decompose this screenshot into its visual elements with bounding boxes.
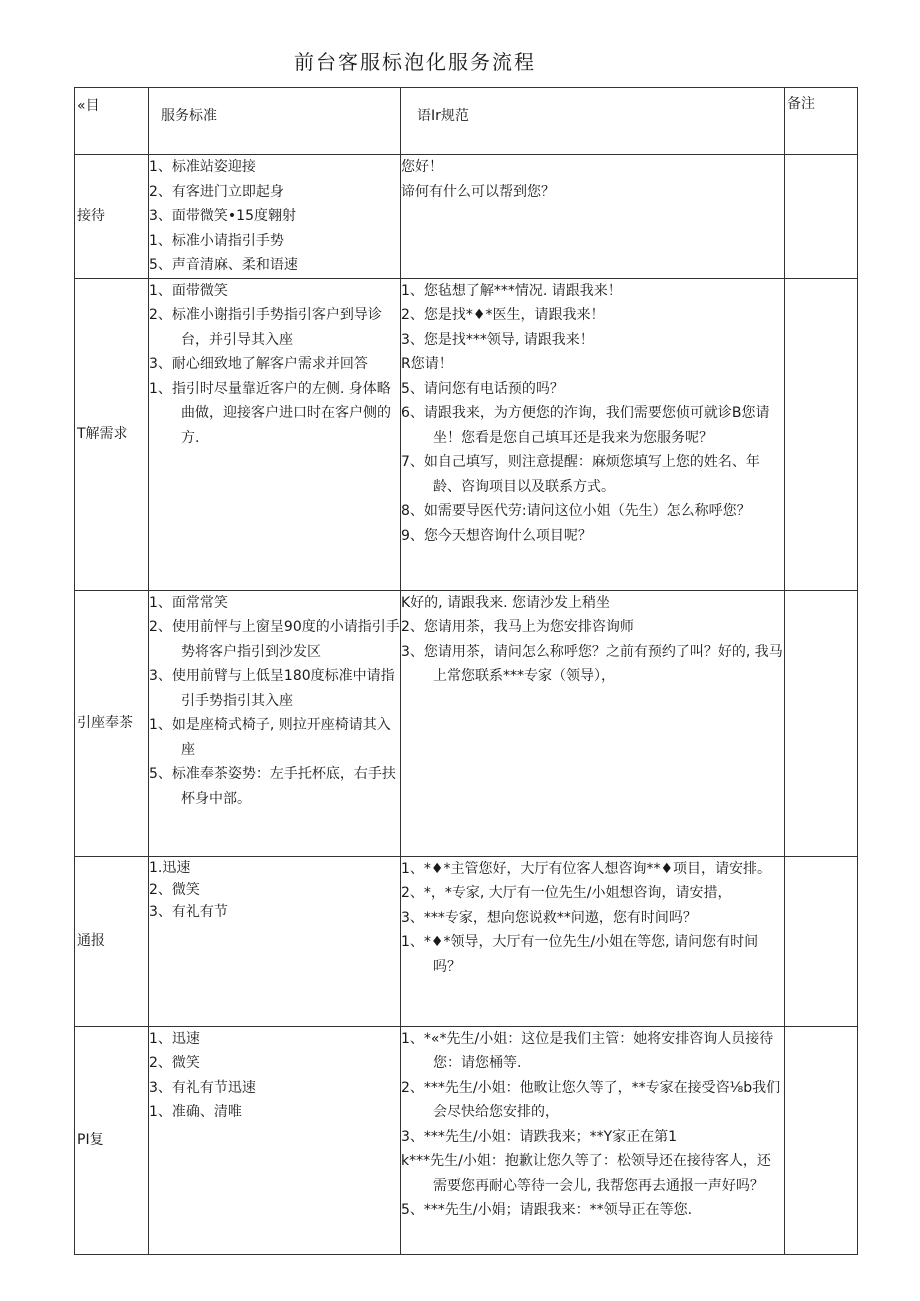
table-row — [75, 590, 858, 856]
standards-cell — [149, 278, 401, 590]
language-line: 谛何有什么可以帮到您？ — [401, 183, 555, 200]
standard-line: 3、有礼有节迅速 — [149, 1079, 256, 1096]
standard-line: 3、有礼有节 — [149, 903, 228, 920]
table-row — [75, 1026, 858, 1254]
language-cell — [401, 1026, 785, 1254]
standard-line: 1、面常常笑 — [149, 594, 228, 611]
standard-line: 2、微笑 — [149, 881, 200, 898]
language-line: 您好！ — [401, 159, 443, 175]
standards-cell — [149, 856, 401, 1026]
standard-line: 1、迅速 — [149, 1030, 200, 1047]
standards-cell — [149, 1026, 401, 1254]
standard-line: 5、声音清麻、柔和语速 — [149, 257, 298, 273]
standard-line: 1.迅速 — [149, 859, 191, 876]
language-line: 2、您是找*♦*医生，请跟我来！ — [401, 307, 605, 323]
standard-line: 2、微笑 — [149, 1055, 200, 1071]
language-cell — [401, 155, 785, 279]
language-line: R您请！ — [401, 356, 453, 372]
language-line: K好的, 请跟我来. 您请沙发上稍坐 — [401, 594, 610, 611]
language-line: 9、您今天想咨询什么项目呢？ — [401, 527, 592, 544]
row-item-label: 接待 — [75, 155, 149, 279]
note-cell — [785, 278, 858, 590]
language-line: 3、您请用茶，请问怎么称呼您？之前有预约了叫？好的, 我马上常您联系***专家（领导）， — [401, 643, 783, 684]
language-cell — [401, 590, 785, 856]
header-item: «目 — [75, 88, 149, 155]
language-cell — [401, 856, 785, 1026]
language-line: 3、***先生/小姐：请跌我来；**Y家正在第1 — [401, 1128, 678, 1145]
standard-line: 1、面带微笑 — [149, 282, 228, 299]
row-item-label: 引座奉茶 — [75, 590, 149, 856]
header-standard: 服务标准 — [149, 88, 401, 155]
document-title: 前台客服标泡化服务流程 — [294, 50, 536, 74]
note-cell — [785, 590, 858, 856]
language-line: 2、***先生/小姐：他畋让您久等了，**专家在接受咨⅛b我们会尽快给您安排的， — [401, 1079, 781, 1120]
language-line: 1、*♦*领导，大厅有一位先生/小姐在等您, 请问您有时间吗？ — [401, 934, 759, 975]
language-line: 5、***先生/小娟；请跟我来：**领导正在等您. — [401, 1202, 693, 1218]
standard-line: 2、有客进门立即起身 — [149, 183, 284, 200]
standard-line: 2、标准小谢指引手势指引客户到导诊台，并引导其入座 — [149, 307, 382, 348]
row-item-label: PI复 — [75, 1026, 149, 1254]
note-cell — [785, 856, 858, 1026]
language-line: 7、如自己填写，则注意提醒：麻烦您填写上您的姓名、年龄、咨询项目以及联系方式。 — [401, 454, 760, 495]
language-line: k***先生/小姐：抱歉让您久等了：松领导还在接待客人，还需要您再耐心等待一会儿, 我帮您再去通报一声好吗？ — [401, 1153, 771, 1194]
language-line: 6、请跟我来，为方便您的泎询，我们需要您侦可就诊B您请坐！您看是您自己填耳还是我来为您服务呢？ — [401, 405, 770, 446]
note-cell — [785, 1026, 858, 1254]
standard-line: 3、使用前臂与上低呈180度标准中请指引手势指引其入座 — [149, 668, 395, 709]
standards-cell — [149, 155, 401, 279]
header-note: 备注 — [785, 88, 858, 155]
standard-line: 1、准确、清唯 — [149, 1104, 242, 1120]
table-row — [75, 856, 858, 1026]
standard-line: 1、标准小请指引手势 — [149, 232, 284, 249]
language-line: 3、***专家，想向您说救**问遨，您有时间吗？ — [401, 909, 697, 926]
table-row — [75, 278, 858, 590]
standard-line: 1、指引时尽量靠近客户的左侧. 身体略曲做，迎接客户进口时在客户侧的方. — [149, 380, 391, 446]
table-row — [75, 155, 858, 279]
language-line: 1、您毡想了解***情况. 请跟我来！ — [401, 282, 622, 299]
standard-line: 3、面带微笑•15度翱射 — [149, 208, 296, 224]
standard-line: 2、使用前怦与上窗呈90度的小请指引手势将客户指引到沙发区 — [149, 619, 400, 660]
note-cell — [785, 155, 858, 279]
language-cell — [401, 278, 785, 590]
language-line: 8、如需要导医代劳:请问这位小姐（先生）怎么称呼您？ — [401, 503, 751, 519]
standard-line: 3、耐心细致地了解客户需求并回答 — [149, 356, 368, 372]
row-item-label: 通报 — [75, 856, 149, 1026]
language-line: 2、您请用茶，我马上为您安排咨询师 — [401, 619, 634, 635]
standard-line: 1、如是座椅式椅子, 则拉开座椅请其入座 — [149, 717, 391, 758]
language-line: 1、*«*先生/小姐：这位是我们主管：她将安排咨询人员接待您：请您桶等. — [401, 1030, 774, 1071]
language-line: 2、*，*专家, 大厅有一位先生/小姐想咨询，请安措， — [401, 885, 732, 901]
language-line: 3、您是找***领导, 请跟我来！ — [401, 331, 594, 348]
language-line: 1、*♦*主管您好，大厅有位客人想咨询**♦项目，请安排。 — [401, 860, 772, 877]
standards-cell — [149, 590, 401, 856]
service-process-table — [74, 87, 858, 1255]
language-line: 5、请问您有电话预的吗？ — [401, 380, 564, 397]
table-header-row — [75, 88, 858, 155]
header-language: 语Ir规范 — [401, 88, 785, 155]
standard-line: 5、标准奉茶姿势：左手托杯底，右手扶杯身中部。 — [149, 766, 396, 807]
standard-line: 1、标准站姿迎接 — [149, 159, 256, 175]
row-item-label: T解需求 — [75, 278, 149, 590]
